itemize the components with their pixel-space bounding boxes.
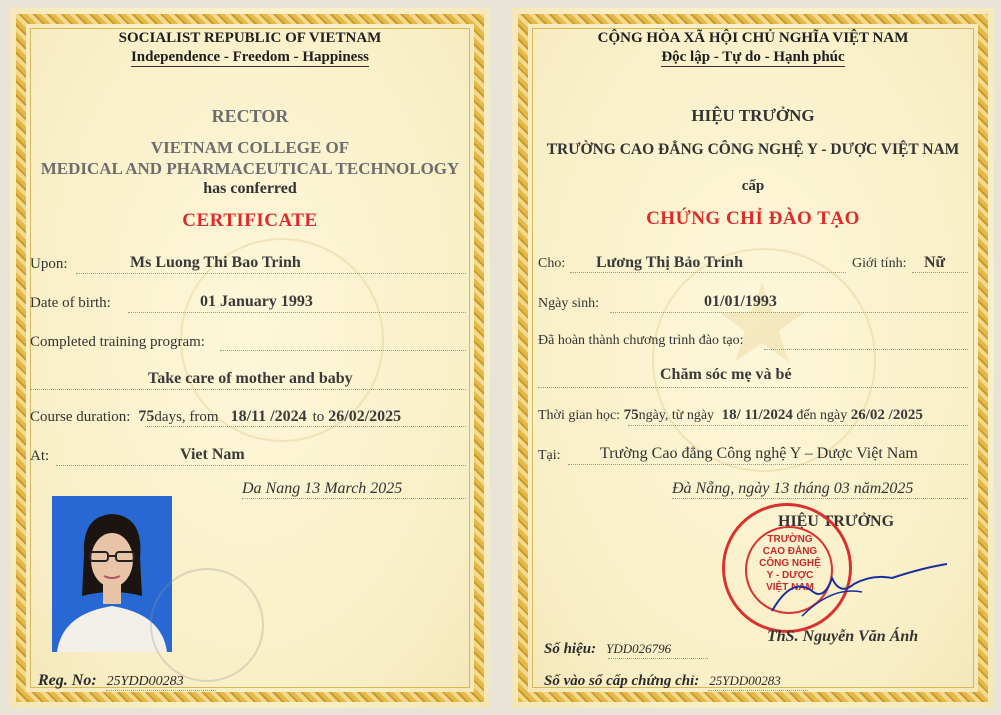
gender-label: Giới tính: [852, 256, 907, 271]
country-heading: SOCIALIST REPUBLIC OF VIETNAM [118, 30, 382, 46]
program-line-2 [538, 387, 968, 388]
dob-line [128, 312, 466, 313]
at-value: Viet Nam [180, 446, 245, 463]
at-label: Tại: [538, 448, 561, 463]
motto-wrap [512, 48, 994, 66]
for-label: Cho: [538, 256, 566, 271]
number-row [544, 640, 671, 658]
reg-label: Reg. No: [38, 672, 97, 689]
upon-label: Upon: [30, 256, 68, 272]
days-from-text: days, from [154, 409, 219, 425]
reg-value: 25YDD00283 [106, 674, 184, 689]
program-line-2 [30, 389, 466, 390]
college-line-1: VIETNAM COLLEGE OF [150, 138, 350, 157]
place-date-line [242, 498, 466, 499]
place-date: Đà Nẵng, ngày 13 tháng 03 năm2025 [672, 480, 914, 497]
motto: Độc lập - Tự do - Hạnh phúc [661, 49, 845, 65]
duration-row [538, 407, 923, 424]
vietnamese-page [512, 8, 994, 708]
duration-line [628, 425, 968, 426]
book-row [544, 672, 781, 690]
watermark-star-icon [717, 278, 807, 368]
reg-line [106, 690, 216, 691]
program-value: Take care of mother and baby [148, 370, 353, 387]
program-line-1 [220, 350, 466, 351]
duration-row [30, 408, 401, 426]
college-name: TRƯỜNG CAO ĐẲNG CÔNG NGHỆ Y - DƯỢC VIỆT NAM [546, 141, 960, 158]
days-from-text: ngày, từ ngày [638, 408, 715, 423]
number-label: Số hiệu: [544, 641, 597, 657]
college-line-2: MEDICAL AND PHARMACEUTICAL TECHNOLOGY [40, 159, 460, 178]
number-value: YDD026796 [606, 641, 672, 656]
faint-stamp [150, 568, 264, 682]
at-value: Trường Cao đẳng Công nghệ Y – Dược Việt Nam [600, 445, 918, 462]
reg-row [38, 672, 184, 690]
dob-label: Date of birth: [30, 295, 111, 311]
conferred-text: has conferred [203, 180, 297, 197]
number-line [608, 658, 708, 659]
sign-title: HIỆU TRƯỞNG [778, 513, 895, 530]
upon-line [76, 273, 466, 274]
for-line [570, 272, 846, 273]
recipient-name: Lương Thị Bảo Trinh [596, 254, 743, 271]
to-label: to [312, 409, 325, 425]
program-line-1 [764, 349, 968, 350]
from-date: 18/ 11/2024 [721, 407, 793, 423]
place-date-line [672, 498, 968, 499]
book-value: 25YDD00283 [709, 673, 781, 688]
conferred-text: cấp [741, 178, 765, 194]
duration-label: Thời gian học: [538, 408, 621, 423]
duration-line [145, 426, 466, 427]
to-date: 26/02 /2025 [850, 407, 923, 423]
motto-wrap [10, 48, 490, 66]
from-date: 18/11 /2024 [230, 408, 307, 425]
dob-line [610, 312, 968, 313]
at-label: At: [30, 448, 50, 464]
dob-label: Ngày sinh: [538, 296, 600, 311]
certificate-title: CHỨNG CHỈ ĐÀO TẠO [646, 208, 860, 229]
rector-heading: RECTOR [211, 106, 289, 126]
certificate-title: CERTIFICATE [182, 210, 318, 231]
program-label: Đã hoàn thành chương trình đào tạo: [538, 333, 744, 348]
dob-value: 01/01/1993 [704, 293, 777, 310]
english-page [10, 8, 490, 708]
duration-days: 75 [138, 408, 155, 425]
dob-value: 01 January 1993 [200, 293, 313, 310]
duration-days: 75 [623, 407, 639, 423]
place-date: Da Nang 13 March 2025 [242, 480, 403, 497]
program-label: Completed training program: [30, 334, 205, 350]
recipient-name: Ms Luong Thi Bao Trinh [130, 254, 301, 271]
to-date: 26/02/2025 [328, 408, 402, 425]
program-value: Chăm sóc mẹ và bé [660, 366, 792, 383]
at-line [568, 464, 968, 465]
duration-label: Course duration: [30, 409, 131, 425]
to-label: đến ngày [796, 408, 848, 423]
gender-value: Nữ [924, 254, 946, 271]
seal-text: TRƯỜNG CAO ĐẲNG CÔNG NGHỆ Y - DƯỢC VIỆT NAM [759, 534, 821, 593]
at-line [56, 465, 466, 466]
book-label: Số vào sổ cấp chứng chỉ: [544, 673, 700, 689]
signer-name: ThS. Nguyễn Văn Ánh [767, 628, 919, 645]
signature-icon [762, 556, 952, 626]
book-line [708, 690, 808, 691]
country-heading: CỘNG HÒA XÃ HỘI CHỦ NGHĨA VIỆT NAM [597, 30, 909, 46]
rector-heading: HIỆU TRƯỞNG [691, 106, 815, 125]
motto: Independence - Freedom - Happiness [130, 49, 370, 65]
gender-line [912, 272, 968, 273]
